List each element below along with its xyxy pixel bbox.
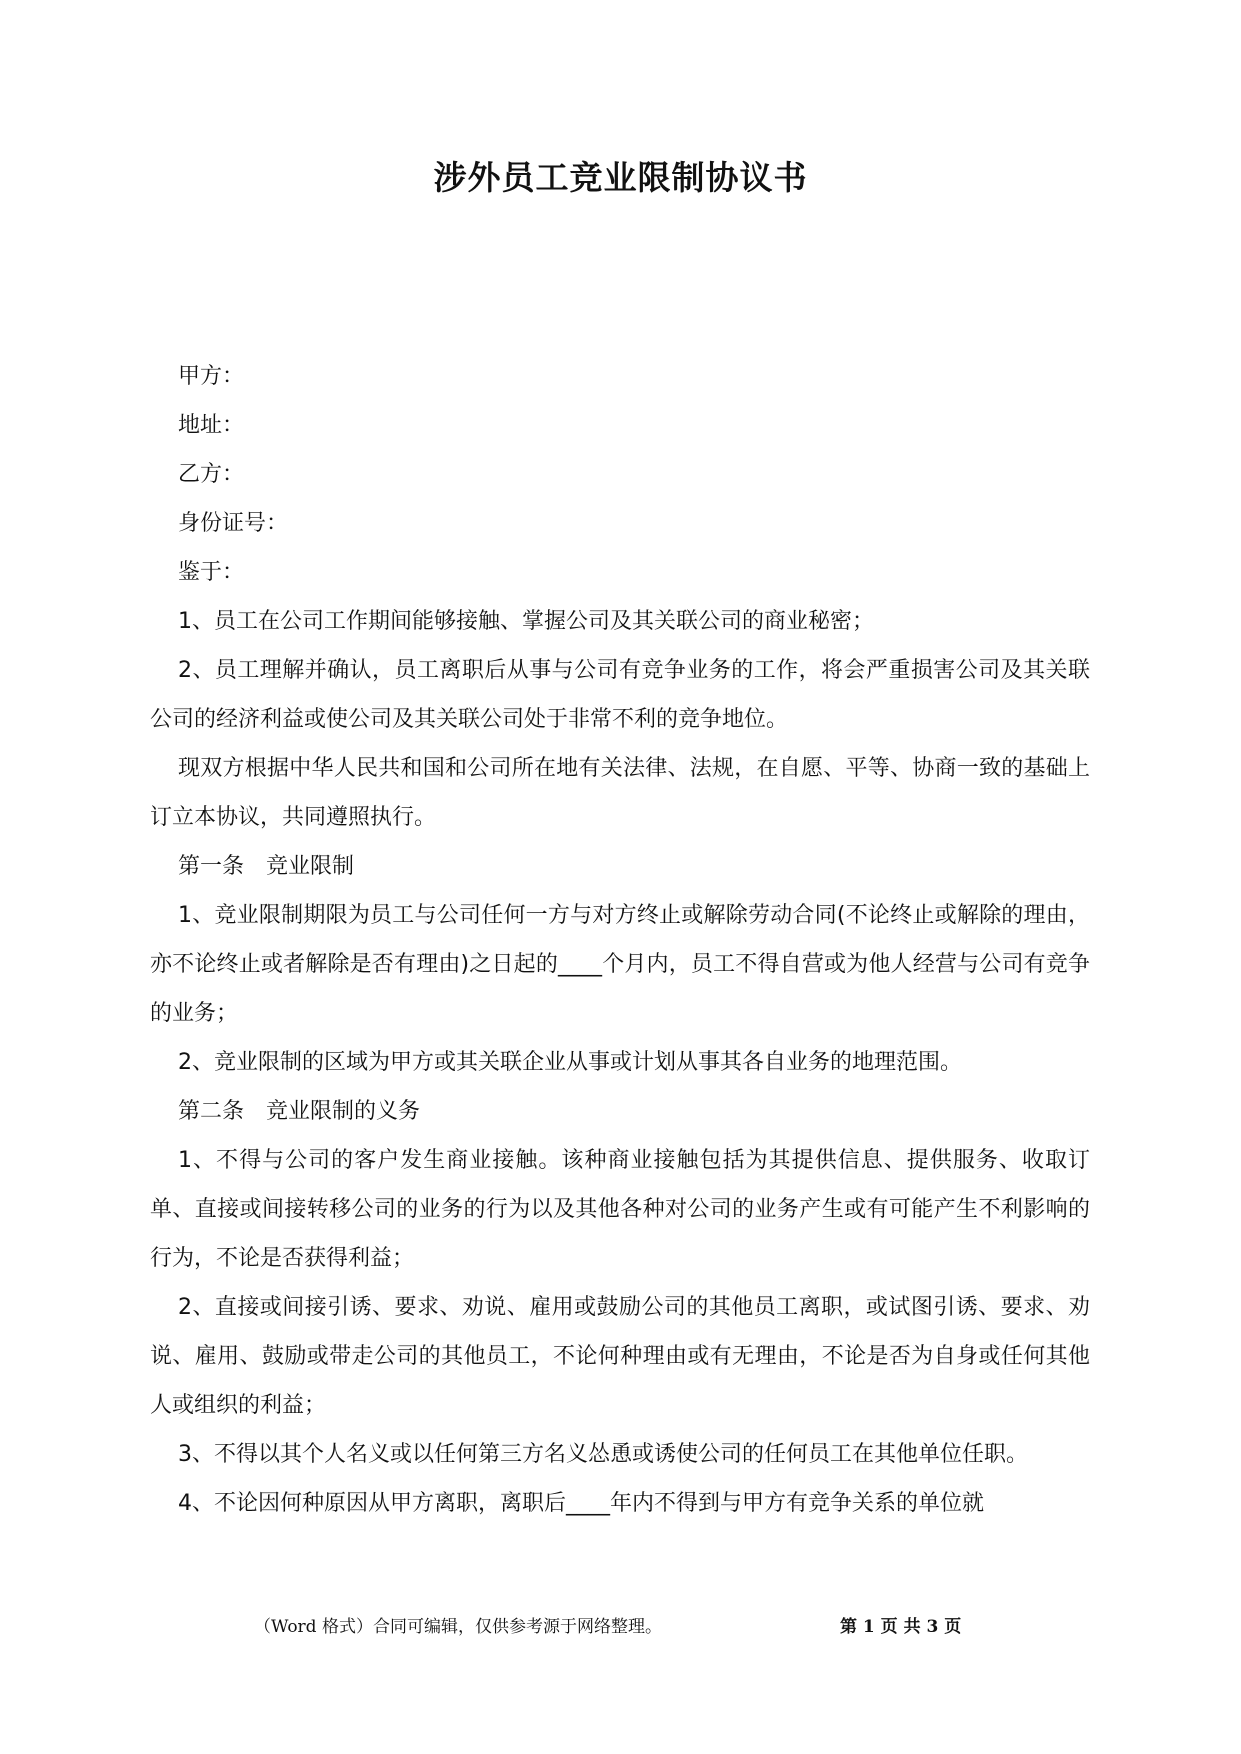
article-2-clause-1: 1、不得与公司的客户发生商业接触。该种商业接触包括为其提供信息、提供服务、收取订单、直接或间接转移公司的业务的行为以及其他各种对公司的业务产生或有可能产生不利影响的行为，不论是否获得利益； — [150, 1148, 1090, 1271]
page-number: 第 1 页 共 3 页 — [840, 1617, 962, 1637]
document-body — [150, 352, 1090, 1528]
party-a-line: 甲方： — [178, 364, 245, 389]
article-1-clause-2: 2、竞业限制的区域为甲方或其关联企业从事或计划从事其各自业务的地理范围。 — [178, 1050, 962, 1075]
id-number-line: 身份证号： — [178, 511, 289, 536]
party-b-line: 乙方： — [178, 462, 245, 487]
footer-note: （Word 格式）合同可编辑，仅供参考源于网络整理。 — [254, 1617, 662, 1637]
document-title: 涉外员工竞业限制协议书 — [433, 158, 808, 197]
recital-2: 2、员工理解并确认，员工离职后从事与公司有竞争业务的工作，将会严重损害公司及其关联公司的经济利益或使公司及其关联公司处于非常不利的竞争地位。 — [150, 658, 1090, 732]
page-footer — [0, 1612, 1241, 1642]
article-1-clause-1: 1、竞业限制期限为员工与公司任何一方与对方终止或解除劳动合同(不论终止或解除的理由，亦不论终止或者解除是否有理由)之日起的____个月内，员工不得自营或为他人经营与公司有竞争的业务； — [150, 903, 1090, 1026]
article-1-heading: 第一条 竞业限制 — [178, 854, 355, 879]
article-2-clause-2: 2、直接或间接引诱、要求、劝说、雇用或鼓励公司的其他员工离职，或试图引诱、要求、劝说、雇用、鼓励或带走公司的其他员工，不论何种理由或有无理由，不论是否为自身或任何其他人或组织的利益； — [150, 1295, 1090, 1418]
article-2-clause-3: 3、不得以其个人名义或以任何第三方名义怂恿或诱使公司的任何员工在其他单位任职。 — [178, 1442, 1028, 1467]
agreement-basis: 现双方根据中华人民共和国和公司所在地有关法律、法规，在自愿、平等、协商一致的基础上订立本协议，共同遵照执行。 — [150, 756, 1090, 830]
address-line: 地址： — [178, 413, 245, 438]
article-2-heading: 第二条 竞业限制的义务 — [178, 1099, 421, 1124]
article-2-clause-4: 4、不论因何种原因从甲方离职，离职后____年内不得到与甲方有竞争关系的单位就 — [178, 1491, 984, 1516]
recital-1: 1、员工在公司工作期间能够接触、掌握公司及其关联公司的商业秘密； — [178, 609, 874, 634]
whereas-heading: 鉴于： — [178, 560, 245, 585]
